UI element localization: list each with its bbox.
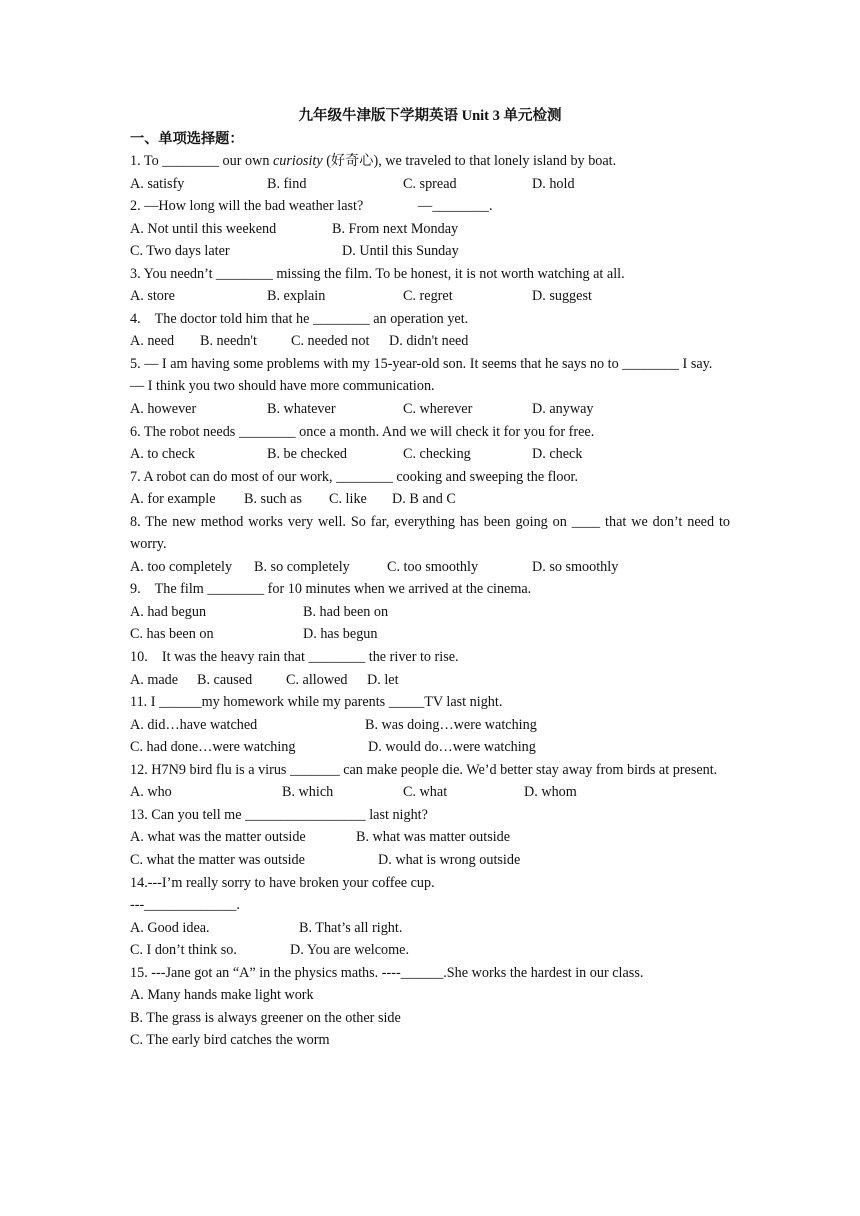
question-5-options [130, 398, 730, 421]
option-d: D. hold [532, 175, 575, 192]
option-a: A. too completely [130, 558, 233, 575]
option-c: C. needed not [291, 333, 370, 350]
option-b: B. was doing…were watching [365, 716, 537, 733]
option-c: C. allowed [286, 671, 348, 688]
option-b: B. whatever [267, 401, 336, 418]
option-a: A. Not until this weekend [130, 220, 277, 237]
question-14-options [130, 917, 730, 940]
question-2-options [130, 218, 730, 241]
option-d: D. whom [524, 784, 577, 801]
italic-term: curiosity [272, 153, 323, 169]
option-a: A. for example [130, 491, 216, 508]
option-b: B. which [282, 784, 334, 801]
question-4-options [130, 330, 730, 353]
option-d: D. would do…were watching [368, 739, 536, 756]
option-b: B. had been on [303, 603, 389, 620]
option-c: C. wherever [403, 401, 473, 418]
question-1-stem: 1. To ________ our own curiosity (好奇心), we traveled to that lonely island by boat. [130, 153, 617, 169]
option-c: C. regret [403, 288, 453, 305]
question-15-stem: 15. ---Jane got an “A” in the physics maths. ----______.She works the hardest in our class. [130, 964, 644, 981]
question-6-options [130, 443, 730, 466]
option-c: C. checking [403, 446, 471, 463]
question-11-options [130, 714, 730, 737]
question-6-stem: 6. The robot needs ________ once a month. And we will check it for you for free. [130, 423, 595, 440]
option-b: B. be checked [267, 446, 347, 463]
option-c: C. had done…were watching [130, 739, 296, 756]
option-c: C. Two days later [130, 243, 230, 260]
option-b: B. explain [267, 288, 326, 305]
option-d: D. anyway [532, 401, 594, 418]
question-9-options [130, 623, 730, 646]
question-5-stem: 5. — I am having some problems with my 15-year-old son. It seems that he says no to ________ I say. [130, 355, 713, 372]
question-10-stem: 10. It was the heavy rain that ________ the river to rise. [130, 649, 459, 666]
question-11-options [130, 736, 730, 759]
option-c: C. like [329, 491, 367, 508]
option-a: A. what was the matter outside [130, 829, 306, 846]
option-c: C. has been on [130, 626, 214, 643]
option-a: A. did…have watched [130, 716, 258, 733]
option-d: D. B and C [392, 491, 456, 508]
option-b: B. That’s all right. [299, 919, 403, 936]
question-14-options [130, 939, 730, 962]
question-7-options [130, 488, 730, 511]
option-d: D. so smoothly [532, 558, 619, 575]
question-13-options [130, 826, 730, 849]
option-a: A. store [130, 288, 175, 305]
option-a: A. satisfy [130, 175, 185, 192]
option-b: B. what was matter outside [356, 829, 511, 846]
option-b: B. such as [244, 491, 302, 508]
option-a: A. however [130, 401, 197, 418]
question-14-stem: 14.---I’m really sorry to have broken your coffee cup. [130, 874, 435, 891]
option-c: C. what [403, 784, 448, 801]
question-1-options [130, 173, 730, 196]
question-9-stem: 9. The film ________ for 10 minutes when we arrived at the cinema. [130, 581, 532, 598]
option-a: A. had begun [130, 603, 207, 620]
question-4-stem: 4. The doctor told him that he ________ an operation yet. [130, 310, 469, 327]
option-a: A. need [130, 333, 175, 350]
question-15-option-c: C. The early bird catches the worm [130, 1032, 330, 1049]
option-d: D. suggest [532, 288, 592, 305]
option-c: C. what the matter was outside [130, 851, 305, 868]
question-2-options [130, 240, 730, 263]
option-b: B. needn't [200, 333, 257, 350]
question-13-options [130, 849, 730, 872]
answer-blank: _______ [290, 761, 340, 778]
option-a: A. made [130, 671, 179, 688]
page-title: 九年级牛津版下学期英语 Unit 3 单元检测 [298, 108, 562, 124]
question-8-options [130, 556, 730, 579]
section-heading: 一、单项选择题： [130, 131, 244, 147]
option-c: C. too smoothly [387, 558, 479, 575]
option-c: C. spread [403, 175, 457, 192]
option-d: D. didn't need [389, 333, 469, 350]
question-2-stem: 2. —How long will the bad weather last? —________. [130, 195, 730, 218]
option-b: B. so completely [254, 558, 350, 575]
question-3-stem: 3. You needn’t ________ missing the film. To be honest, it is not worth watching at all. [130, 265, 625, 282]
option-b: B. caused [197, 671, 253, 688]
option-d: D. Until this Sunday [342, 243, 459, 260]
option-c: C. I don’t think so. [130, 942, 237, 959]
option-b: B. From next Monday [332, 220, 459, 237]
question-15-option-b: B. The grass is always greener on the other side [130, 1009, 401, 1026]
question-5-reply: — I think you two should have more communication. [130, 378, 435, 395]
question-list [130, 150, 730, 1052]
question-9-options [130, 601, 730, 624]
option-a: A. to check [130, 446, 196, 463]
question-7-stem: 7. A robot can do most of our work, ________ cooking and sweeping the floor. [130, 468, 579, 485]
option-a: A. Good idea. [130, 919, 210, 936]
answer-blank: —________. [418, 198, 493, 215]
option-d: D. what is wrong outside [378, 851, 521, 868]
question-15-option-a: A. Many hands make light work [130, 987, 314, 1004]
option-d: D. has begun [303, 626, 378, 643]
option-d: D. check [532, 446, 583, 463]
question-13-stem: 13. Can you tell me _________________ last night? [130, 806, 428, 823]
option-d: D. You are welcome. [290, 942, 409, 959]
option-d: D. let [367, 671, 399, 688]
question-14-answer: ---_____________. [130, 897, 240, 914]
question-10-options [130, 669, 730, 692]
question-8-stem: 8. The new method works very well. So far, everything has been going on ____ that we don’t need to worry. [130, 513, 730, 553]
question-11-stem: 11. I ______my homework while my parents _____TV last night. [130, 694, 503, 711]
question-12-stem: 12. H7N9 bird flu is a virus _______ can make people die. We’d better stay away from birds at present. [130, 761, 718, 778]
question-12-options [130, 781, 730, 804]
option-b: B. find [267, 175, 307, 192]
option-a: A. who [130, 784, 172, 801]
question-3-options [130, 285, 730, 308]
